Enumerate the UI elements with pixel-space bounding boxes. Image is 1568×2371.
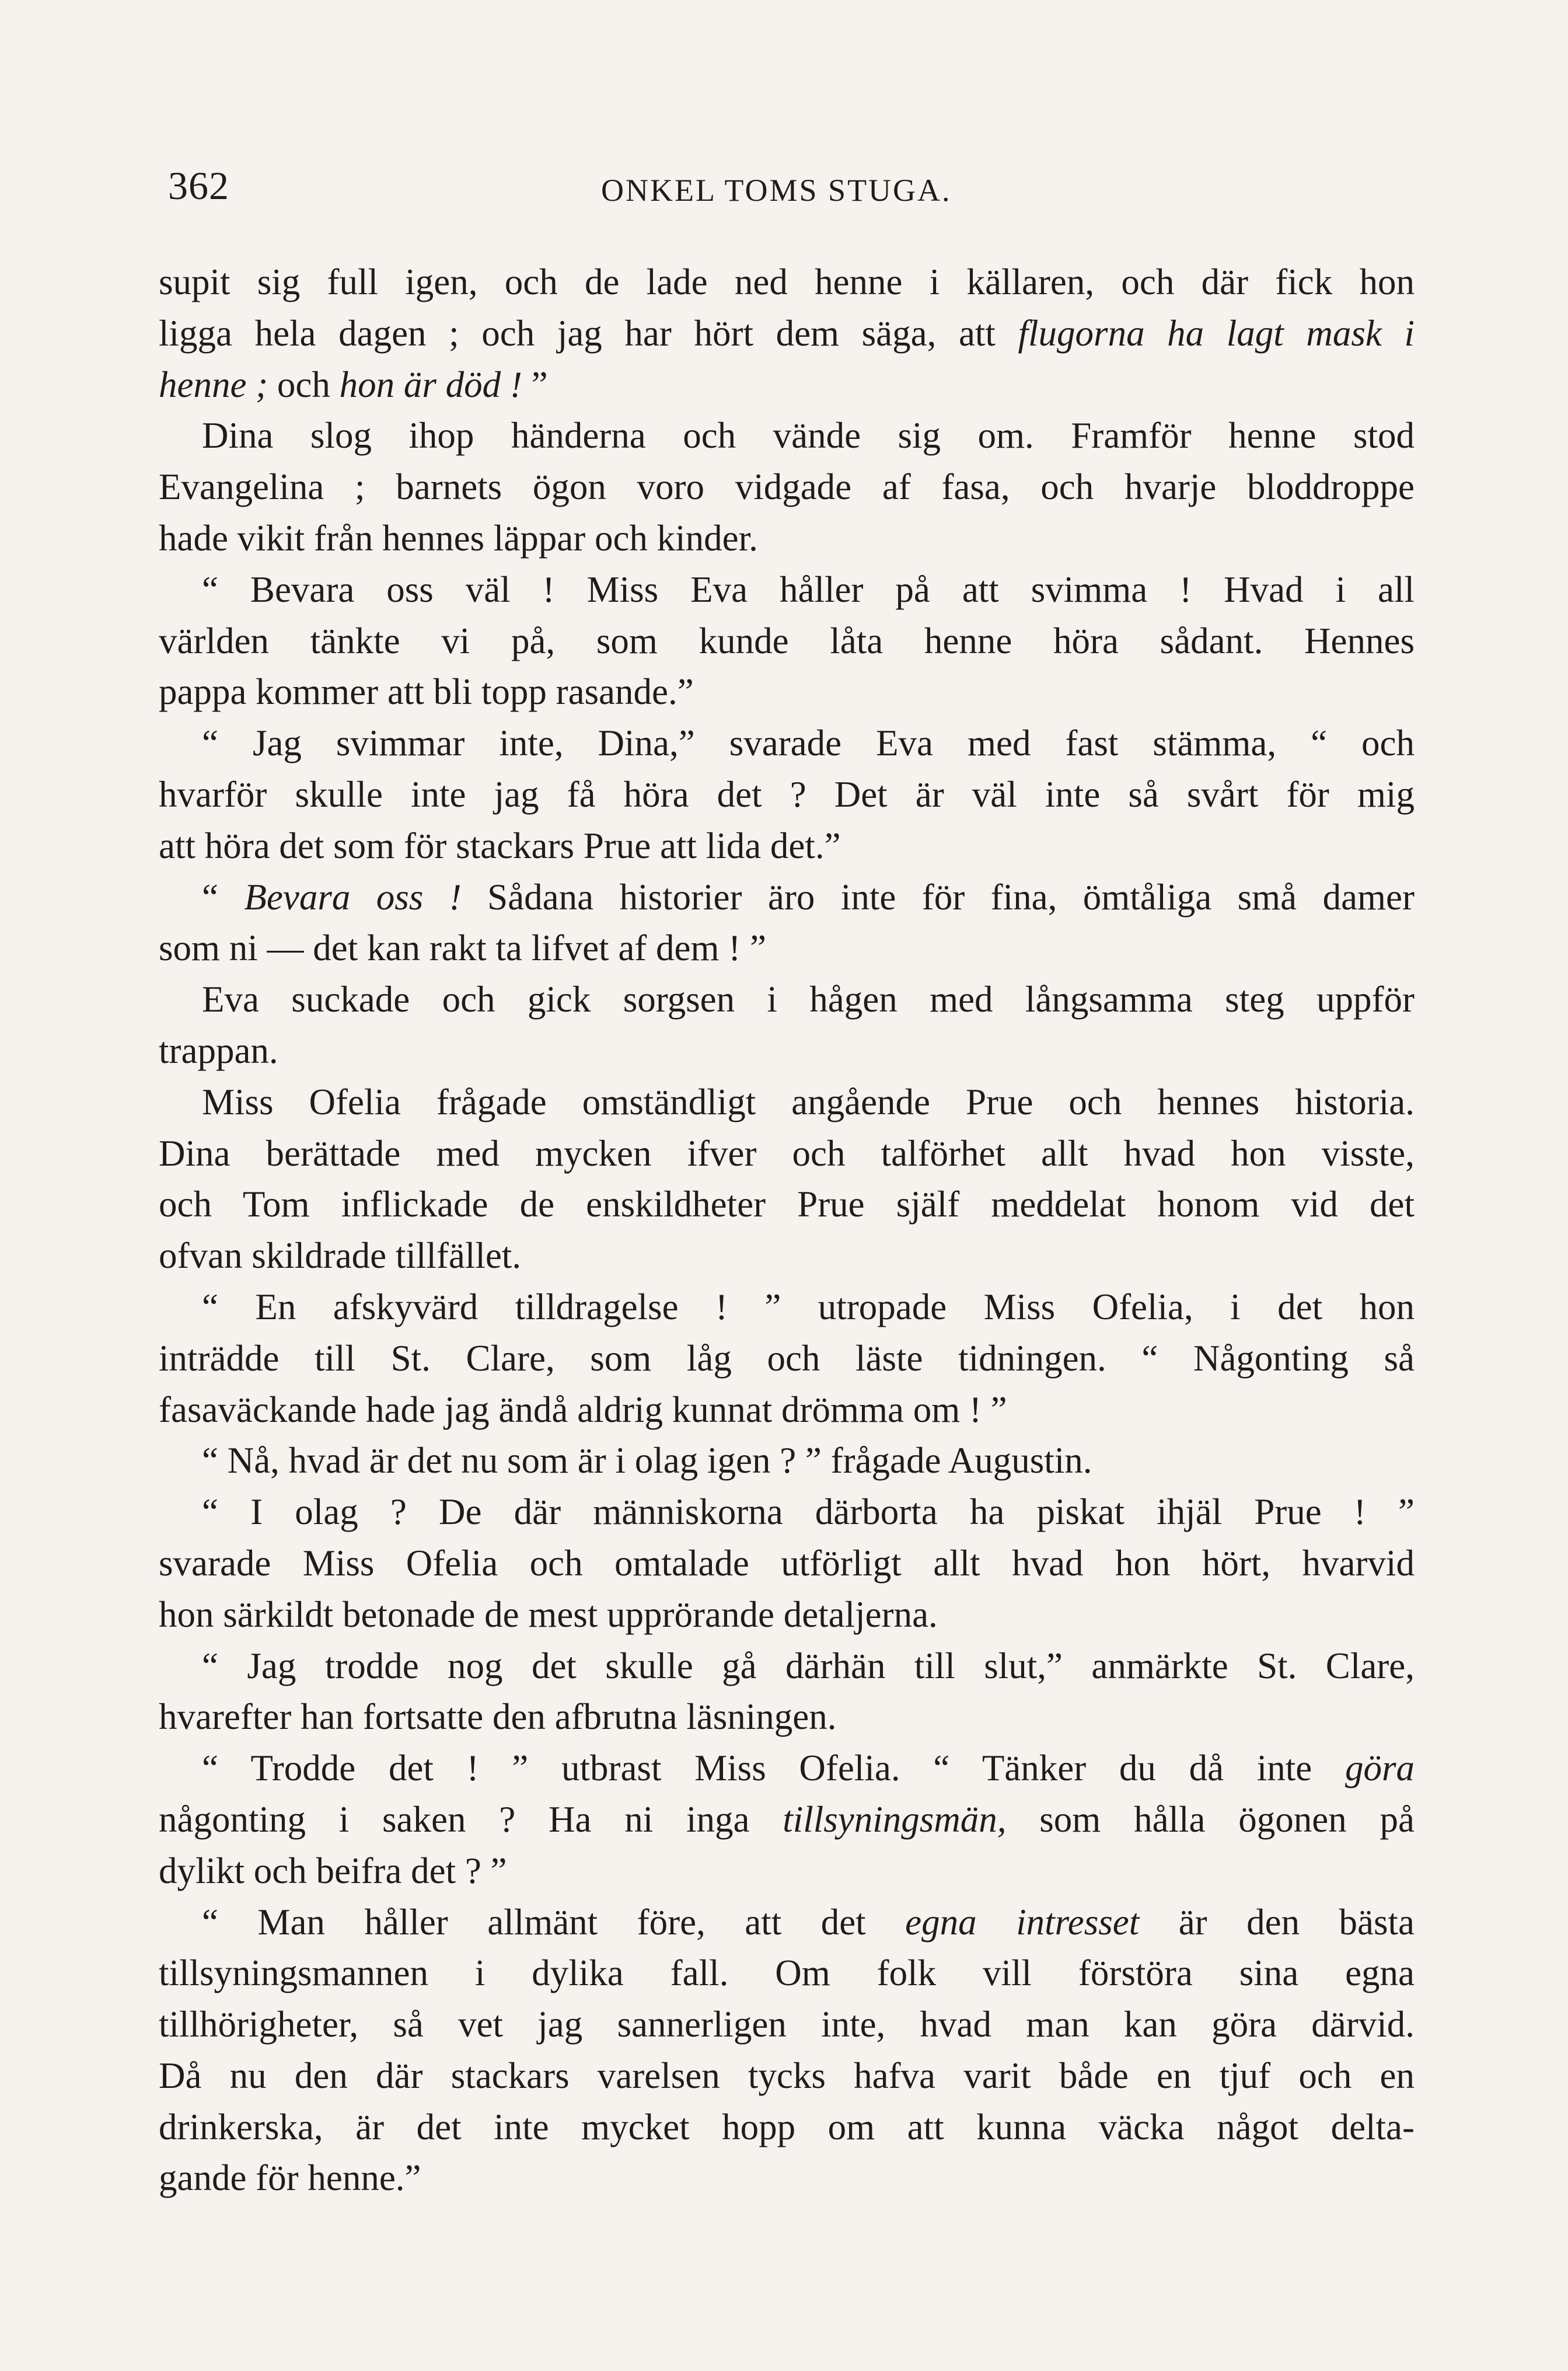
- text-line: inträdde till St. Clare, som låg och läste tidningen. “ Någonting så: [159, 1337, 1415, 1379]
- text-line: Miss Ofelia frågade omständligt angående Prue och hennes historia.: [202, 1081, 1415, 1122]
- text-line: trappan.: [159, 1030, 278, 1071]
- text-line: och Tom inflickade de enskildheter Prue själf meddelat honom vid det: [159, 1184, 1415, 1225]
- text-line: Dina berättade med mycken ifver och talförhet allt hvad hon visste,: [159, 1132, 1415, 1174]
- text-line: Då nu den där stackars varelsen tycks hafva varit både en tjuf och en: [159, 2055, 1415, 2096]
- page-number: 362: [168, 163, 229, 208]
- text-line: Evangelina ; barnets ögon voro vidgade af fasa, och hvarje bloddroppe: [159, 466, 1415, 508]
- text-line: “ En afskyvärd tilldragelse ! ” utropade Miss Ofelia, i det hon: [202, 1286, 1415, 1327]
- running-head: [163, 156, 1418, 215]
- text-line: Dina slog ihop händerna och vände sig om. Framför henne stod: [202, 415, 1415, 456]
- text-line: hvarefter han fortsatte den afbrutna läsningen.: [159, 1696, 837, 1738]
- text-line: dylikt och beifra det ? ”: [159, 1850, 507, 1891]
- text-line: “ Man håller allmänt före, att det egna intresset är den bästa: [202, 1901, 1415, 1943]
- text-line: drinkerska, är det inte mycket hopp om att kunna väcka något delta-: [159, 2106, 1415, 2147]
- text-line: “ Bevara oss ! Sådana historier äro inte för fina, ömtåliga små damer: [202, 876, 1415, 918]
- text-line: hon särkildt betonade de mest upprörande detaljerna.: [159, 1594, 938, 1635]
- text-line: världen tänkte vi på, som kunde låta henne höra sådant. Hennes: [159, 620, 1415, 661]
- text-line: henne ; och hon är död ! ”: [159, 364, 548, 405]
- text-line: tillhörigheter, så vet jag sannerligen inte, hvad man kan göra därvid.: [159, 2004, 1415, 2045]
- text-line: pappa kommer att bli topp rasande.”: [159, 671, 694, 713]
- text-line: ofvan skildrade tillfället.: [159, 1235, 522, 1277]
- text-line: “ I olag ? De där människorna därborta ha piskat ihjäl Prue ! ”: [202, 1491, 1415, 1533]
- text-line: svarade Miss Ofelia och omtalade utförligt allt hvad hon hört, hvarvid: [159, 1542, 1415, 1584]
- body-text: [159, 257, 1415, 2204]
- text-line: “ Jag trodde nog det skulle gå därhän till slut,” anmärkte St. Clare,: [202, 1645, 1415, 1686]
- running-title: ONKEL TOMS STUGA.: [601, 173, 952, 208]
- text-line: “ Trodde det ! ” utbrast Miss Ofelia. “ Tänker du då inte göra: [202, 1748, 1415, 1789]
- text-line: supit sig full igen, och de lade ned henne i källaren, och där fick hon: [159, 261, 1415, 302]
- text-line: “ Bevara oss väl ! Miss Eva håller på att svimma ! Hvad i all: [202, 569, 1415, 610]
- text-line: ligga hela dagen ; och jag har hört dem säga, att flugorna ha lagt mask i: [159, 312, 1415, 354]
- text-line: hade vikit från hennes läppar och kinder.: [159, 517, 758, 559]
- text-line: fasaväckande hade jag ändå aldrig kunnat drömma om ! ”: [159, 1389, 1007, 1430]
- text-line: att höra det som för stackars Prue att lida det.”: [159, 825, 841, 866]
- text-line: gande för henne.”: [159, 2157, 421, 2199]
- text-line: hvarför skulle inte jag få höra det ? Det är väl inte så svårt för mig: [159, 773, 1415, 815]
- text-line: Eva suckade och gick sorgsen i hågen med långsamma steg uppför: [202, 979, 1415, 1020]
- text-line: “ Jag svimmar inte, Dina,” svarade Eva med fast stämma, “ och: [202, 723, 1415, 764]
- text-line: som ni — det kan rakt ta lifvet af dem ! ”: [159, 928, 766, 969]
- text-line: någonting i saken ? Ha ni inga tillsyningsmän, som hålla ögonen på: [159, 1798, 1415, 1840]
- text-line: “ Nå, hvad är det nu som är i olag igen ? ” frågade Augustin.: [202, 1440, 1092, 1481]
- text-line: tillsyningsmannen i dylika fall. Om folk vill förstöra sina egna: [159, 1952, 1415, 1994]
